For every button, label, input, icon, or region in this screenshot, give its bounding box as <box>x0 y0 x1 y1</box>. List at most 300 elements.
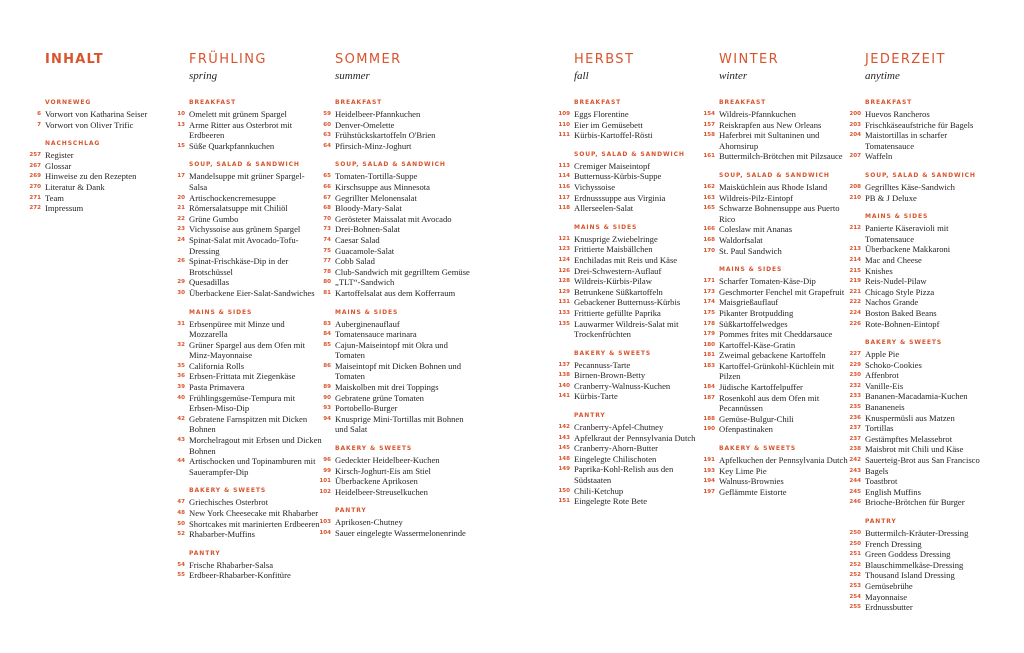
recipe-title: Süßkartoffelwedges <box>719 318 788 329</box>
toc-entry[interactable] <box>316 393 476 404</box>
toc-entry[interactable] <box>316 193 476 204</box>
section-label: BREAKFAST <box>719 99 767 106</box>
recipe-title: Apfelkuchen der Pennsylvania Dutch <box>719 455 848 466</box>
toc-entry[interactable] <box>555 319 705 340</box>
page-number: 89 <box>323 384 331 391</box>
toc-entry[interactable] <box>170 371 322 382</box>
recipe-title: Bloody-Mary-Salat <box>335 203 402 214</box>
toc-entry[interactable] <box>170 203 322 214</box>
page-number: 102 <box>319 488 331 495</box>
column-sections <box>555 99 705 507</box>
toc-entry[interactable] <box>846 151 996 162</box>
toc-entry[interactable] <box>846 391 996 402</box>
toc-entry[interactable] <box>555 381 705 392</box>
section-mains-sides <box>316 309 476 436</box>
toc-entry[interactable] <box>316 141 476 152</box>
page-number: 204 <box>849 132 861 139</box>
section-label: MAINS & SIDES <box>719 266 783 274</box>
recipe-title: Frische Rhabarber-Salsa <box>189 559 274 570</box>
toc-entry[interactable] <box>316 246 476 257</box>
recipe-title: Chicago Style Pizza <box>865 286 935 297</box>
page-number: 21 <box>177 205 185 212</box>
toc-entry[interactable] <box>846 528 996 539</box>
column-subtitle: spring <box>189 70 218 82</box>
toc-entry[interactable] <box>555 433 705 444</box>
toc-entry[interactable] <box>170 560 322 571</box>
section-label: MAINS & SIDES <box>189 308 253 316</box>
section-soup-salad-sandwich <box>846 172 996 203</box>
recipe-title: Süße Quarkpfannkuchen <box>189 140 275 151</box>
toc-entry[interactable] <box>700 276 850 287</box>
section-breakfast <box>700 99 850 162</box>
page-number: 178 <box>703 320 715 327</box>
page-number: 171 <box>703 278 715 285</box>
toc-entry[interactable] <box>316 288 476 299</box>
toc-entry[interactable] <box>316 361 476 382</box>
toc-entry[interactable] <box>846 109 996 120</box>
page-number: 66 <box>323 183 331 190</box>
recipe-title: Mac and Cheese <box>865 254 922 265</box>
recipe-title: Walnuss-Brownies <box>719 476 784 487</box>
toc-entry[interactable] <box>170 529 322 540</box>
toc-entry[interactable] <box>555 234 705 245</box>
page-number: 165 <box>703 205 715 212</box>
page-number: 29 <box>177 279 185 286</box>
toc-entry[interactable] <box>170 361 322 372</box>
toc-entry[interactable] <box>316 171 476 182</box>
toc-entry[interactable] <box>846 455 996 466</box>
toc-entry[interactable] <box>316 403 476 414</box>
recipe-title: Waldorfsalat <box>719 234 763 245</box>
toc-entry[interactable] <box>170 570 322 581</box>
toc-entry[interactable] <box>846 423 996 434</box>
page-number: 65 <box>323 173 331 180</box>
toc-entry[interactable] <box>846 130 996 151</box>
toc-entry[interactable] <box>170 214 322 225</box>
column-subtitle <box>26 70 156 83</box>
recipe-title: Vichyssoise <box>574 181 616 192</box>
toc-entry[interactable] <box>846 487 996 498</box>
section-bakery-sweets <box>555 350 705 402</box>
toc-entry[interactable] <box>700 487 850 498</box>
toc-entry[interactable] <box>846 444 996 455</box>
toc-entry[interactable] <box>700 130 850 151</box>
page-number: 55 <box>177 572 185 579</box>
section-label: BAKERY & SWEETS <box>719 445 797 453</box>
toc-entry[interactable] <box>846 182 996 193</box>
page-number: 193 <box>703 467 715 474</box>
toc-entry[interactable] <box>170 435 322 456</box>
page-number: 111 <box>558 132 570 139</box>
toc-entry[interactable] <box>846 297 996 308</box>
recipe-title: Artischocken und Topinamburen mit Sauerampfer-Dip <box>189 456 316 477</box>
toc-entry[interactable] <box>316 203 476 214</box>
toc-entry[interactable] <box>555 422 705 433</box>
toc-entry[interactable] <box>846 266 996 277</box>
page-number: 214 <box>849 256 861 263</box>
recipe-title: Apple Pie <box>865 349 900 360</box>
section-label: BREAKFAST <box>865 99 913 106</box>
recipe-title: Vanille-Eis <box>865 380 904 391</box>
toc-entry[interactable] <box>316 224 476 235</box>
recipe-title: Frischkäseaufstriche für Bagels <box>865 119 974 130</box>
toc-entry[interactable] <box>26 171 156 182</box>
toc-entry[interactable] <box>846 570 996 581</box>
toc-entry[interactable] <box>846 276 996 287</box>
toc-entry[interactable] <box>170 519 322 530</box>
section-pantry <box>316 507 476 538</box>
toc-entry[interactable] <box>846 287 996 298</box>
toc-entry[interactable] <box>316 487 476 498</box>
toc-entry[interactable] <box>316 340 476 361</box>
recipe-title: Reiskrapfen aus New Orleans <box>719 119 822 130</box>
toc-entry[interactable] <box>700 120 850 131</box>
recipe-title: Vorwort von Katharina Seiser <box>45 109 148 119</box>
toc-entry[interactable] <box>316 329 476 340</box>
recipe-title: Gemüsebrühe <box>865 580 913 591</box>
toc-entry[interactable] <box>846 592 996 603</box>
page-number: 78 <box>323 268 331 275</box>
page-number: 143 <box>558 434 570 441</box>
toc-entry[interactable] <box>316 267 476 278</box>
toc-entry[interactable] <box>26 109 156 120</box>
section-mains-sides <box>846 213 996 329</box>
toc-entry[interactable] <box>316 109 476 120</box>
toc-entry[interactable] <box>555 120 705 131</box>
page-number: 48 <box>177 510 185 516</box>
page-number: 50 <box>177 520 185 527</box>
page-number: 173 <box>703 288 715 295</box>
toc-entry[interactable] <box>316 382 476 393</box>
toc-entry[interactable] <box>846 349 996 360</box>
toc-entry[interactable] <box>846 319 996 330</box>
toc-entry[interactable] <box>170 256 322 277</box>
toc-entry[interactable] <box>170 508 322 519</box>
toc-entry[interactable] <box>170 497 322 508</box>
page-number: 250 <box>849 530 861 536</box>
recipe-title: Impressum <box>45 203 84 214</box>
toc-entry[interactable] <box>555 130 705 141</box>
toc-entry[interactable] <box>555 443 705 454</box>
toc-entry[interactable] <box>170 414 322 435</box>
recipe-title: Aprikosen-Chutney <box>335 517 403 528</box>
toc-entry[interactable] <box>555 360 705 371</box>
toc-entry[interactable] <box>316 455 476 466</box>
recipe-title: Huevos Rancheros <box>865 109 930 119</box>
recipe-title: Kartoffel-Grünkohl-Küchlein mit Pilzen <box>719 360 835 382</box>
toc-entry[interactable] <box>555 266 705 277</box>
toc-entry[interactable] <box>170 277 322 288</box>
page-number: 221 <box>849 288 861 295</box>
recipe-title: Erbsen-Frittata mit Ziegenkäse <box>189 371 296 382</box>
toc-entry[interactable] <box>846 581 996 592</box>
page-number: 44 <box>177 458 185 465</box>
toc-entry[interactable] <box>170 109 322 120</box>
toc-entry[interactable] <box>26 193 156 204</box>
recipe-title: Betrunkene Süßkartoffeln <box>574 286 663 297</box>
recipe-title: Caesar Salad <box>335 234 380 245</box>
page-number: 24 <box>177 236 185 243</box>
toc-entry[interactable] <box>316 414 476 435</box>
toc-entry[interactable] <box>846 120 996 131</box>
recipe-title: Reis-Nudel-Pilaw <box>865 276 927 287</box>
toc-entry[interactable] <box>555 287 705 298</box>
toc-entry[interactable] <box>555 370 705 381</box>
page-number: 84 <box>323 331 331 338</box>
toc-entry[interactable] <box>555 464 705 485</box>
toc-entry[interactable] <box>316 517 476 528</box>
toc-entry[interactable] <box>170 393 322 414</box>
toc-entry[interactable] <box>846 244 996 255</box>
page-number: 110 <box>558 121 570 128</box>
toc-entry[interactable] <box>26 203 156 214</box>
toc-entry[interactable] <box>700 382 850 393</box>
section-soup-salad-sandwich <box>170 161 322 298</box>
section-label: BAKERY & SWEETS <box>335 445 413 453</box>
toc-entry[interactable] <box>846 255 996 266</box>
section-label: MAINS & SIDES <box>335 308 399 316</box>
toc-entry[interactable] <box>700 455 850 466</box>
page-number: 272 <box>29 205 41 212</box>
toc-entry[interactable] <box>555 276 705 287</box>
recipe-title: Drei-Bohnen-Salat <box>335 224 400 235</box>
toc-entry[interactable] <box>700 246 850 257</box>
recipe-title: PB & J Deluxe <box>865 192 917 203</box>
toc-entry[interactable] <box>170 171 322 192</box>
toc-entry[interactable] <box>700 466 850 477</box>
toc-entry[interactable] <box>700 109 850 120</box>
page-number: 158 <box>703 132 715 139</box>
toc-entry[interactable] <box>316 182 476 193</box>
toc-entry[interactable] <box>700 203 850 224</box>
toc-entry[interactable] <box>700 329 850 340</box>
toc-entry[interactable] <box>846 602 996 613</box>
recipe-title: Birnen-Brown-Betty <box>574 370 646 381</box>
recipe-title: Gebratene grüne Tomaten <box>335 392 424 403</box>
page-number: 6 <box>37 111 41 117</box>
page-number: 224 <box>849 309 861 316</box>
page-number: 114 <box>558 173 570 180</box>
toc-entry[interactable] <box>170 340 322 361</box>
toc-entry[interactable] <box>846 223 996 244</box>
section-breakfast <box>846 99 996 162</box>
page-number: 188 <box>703 415 715 422</box>
toc-entry[interactable] <box>170 235 322 256</box>
toc-entry[interactable] <box>170 319 322 340</box>
recipe-title: Überbackene Aprikosen <box>335 476 418 487</box>
recipe-title: Spinat-Frischkäse-Dip in der Brotschüssel <box>189 256 289 277</box>
page-number: 191 <box>703 457 715 464</box>
toc-entry[interactable] <box>316 277 476 288</box>
page-number: 226 <box>849 320 861 327</box>
toc-entry[interactable] <box>700 350 850 361</box>
toc-entry[interactable] <box>846 193 996 204</box>
toc-entry[interactable] <box>700 224 850 235</box>
toc-entry[interactable] <box>846 497 996 508</box>
page-number: 54 <box>177 561 185 568</box>
toc-entry[interactable] <box>316 130 476 141</box>
toc-entry[interactable] <box>26 150 156 161</box>
toc-entry[interactable] <box>316 466 476 477</box>
toc-entry[interactable] <box>555 161 705 172</box>
toc-entry[interactable] <box>170 120 322 141</box>
toc-entry[interactable] <box>846 539 996 550</box>
toc-entry[interactable] <box>846 560 996 571</box>
recipe-title: Rhabarber-Muffins <box>189 529 256 540</box>
toc-entry[interactable] <box>170 224 322 235</box>
toc-entry[interactable] <box>846 402 996 413</box>
page-number: 60 <box>323 121 331 128</box>
page-number: 113 <box>558 162 570 169</box>
recipe-title: Geschmorter Fenchel mit Grapefruit <box>719 286 845 297</box>
toc-entry[interactable] <box>846 360 996 371</box>
page-number: 233 <box>849 393 861 400</box>
toc-entry[interactable] <box>316 235 476 246</box>
recipe-title: Toastbrot <box>865 476 898 487</box>
toc-entry[interactable] <box>700 235 850 246</box>
page-number: 31 <box>177 320 185 327</box>
column-winter <box>700 52 850 507</box>
toc-entry[interactable] <box>846 476 996 487</box>
toc-entry[interactable] <box>700 287 850 298</box>
toc-entry[interactable] <box>700 476 850 487</box>
toc-entry[interactable] <box>170 288 322 299</box>
page-number: 123 <box>558 246 570 253</box>
page-number: 222 <box>849 299 861 306</box>
section-breakfast <box>316 99 476 151</box>
toc-entry[interactable] <box>555 308 705 319</box>
page-number: 253 <box>849 582 861 589</box>
toc-entry[interactable] <box>555 193 705 204</box>
toc-entry[interactable] <box>846 381 996 392</box>
column-subtitle: summer <box>335 70 370 82</box>
toc-entry[interactable] <box>846 308 996 319</box>
recipe-title: Pecannuss-Tarte <box>574 359 631 370</box>
toc-entry[interactable] <box>170 141 322 152</box>
toc-entry[interactable] <box>555 454 705 465</box>
toc-entry[interactable] <box>170 193 322 204</box>
toc-entry[interactable] <box>700 182 850 193</box>
section-label: MAINS & SIDES <box>865 213 929 221</box>
toc-entry[interactable] <box>555 203 705 214</box>
page-number: 236 <box>849 414 861 421</box>
toc-entry[interactable] <box>555 255 705 266</box>
page-number: 26 <box>177 258 185 265</box>
recipe-title: Gebratene Farnspitzen mit Dicken Bohnen <box>189 413 308 435</box>
toc-entry[interactable] <box>700 361 850 382</box>
recipe-title: Boston Baked Beans <box>865 307 937 318</box>
page-number: 104 <box>319 530 331 536</box>
section-label: SOUP, SALAD & SANDWICH <box>335 161 446 169</box>
recipe-title: Coleslaw mit Ananas <box>719 224 793 235</box>
recipe-title: Römersalatsuppe mit Chiliöl <box>189 203 288 214</box>
page-number: 85 <box>323 341 331 348</box>
toc-entry[interactable] <box>846 434 996 445</box>
toc-entry[interactable] <box>846 549 996 560</box>
toc-entry[interactable] <box>555 391 705 402</box>
toc-entry[interactable] <box>170 382 322 393</box>
toc-entry[interactable] <box>555 244 705 255</box>
toc-entry[interactable] <box>700 424 850 435</box>
toc-entry[interactable] <box>700 193 850 204</box>
page-number: 161 <box>703 153 715 160</box>
toc-entry[interactable] <box>846 413 996 424</box>
toc-entry[interactable] <box>26 182 156 193</box>
page-number: 257 <box>29 152 41 159</box>
toc-entry[interactable] <box>700 297 850 308</box>
recipe-title: St. Paul Sandwich <box>719 245 782 256</box>
toc-entry[interactable] <box>555 171 705 182</box>
page-number: 40 <box>177 394 185 401</box>
toc-entry[interactable] <box>700 393 850 414</box>
page-number: 200 <box>849 111 861 117</box>
toc-entry[interactable] <box>316 214 476 225</box>
page-number: 17 <box>177 173 185 180</box>
page-number: 93 <box>323 405 331 412</box>
toc-entry[interactable] <box>316 120 476 131</box>
toc-entry[interactable] <box>555 109 705 120</box>
toc-entry[interactable] <box>700 151 850 162</box>
toc-entry[interactable] <box>170 456 322 477</box>
toc-entry[interactable] <box>700 340 850 351</box>
page-number: 219 <box>849 278 861 285</box>
recipe-title: Bananen-Macadamia-Kuchen <box>865 391 968 402</box>
toc-entry[interactable] <box>846 466 996 477</box>
recipe-title: Arme Ritter aus Osterbrot mit Erdbeeren <box>189 119 293 141</box>
toc-entry[interactable] <box>700 308 850 319</box>
page-number: 126 <box>558 267 570 274</box>
recipe-title: Cranberry-Apfel-Chutney <box>574 422 664 433</box>
page-number: 168 <box>703 236 715 243</box>
toc-entry[interactable] <box>316 528 476 539</box>
toc-entry[interactable] <box>316 319 476 330</box>
column-sections <box>170 99 322 581</box>
column-subtitle: fall <box>574 70 589 82</box>
recipe-title: Knusprige Zwiebelringe <box>574 233 658 244</box>
page-number: 157 <box>703 121 715 128</box>
toc-entry[interactable] <box>316 256 476 267</box>
toc-entry[interactable] <box>316 476 476 487</box>
page-number: 7 <box>37 121 41 128</box>
page-number: 59 <box>323 111 331 117</box>
page-number: 184 <box>703 384 715 391</box>
recipe-title: Maiseintopf mit Dicken Bohnen und Tomaten <box>335 360 462 382</box>
page-number: 75 <box>323 247 331 254</box>
toc-entry[interactable] <box>555 486 705 497</box>
recipe-title: Denver-Omelette <box>335 119 395 130</box>
recipe-title: Pasta Primavera <box>189 382 245 393</box>
toc-entry[interactable] <box>555 496 705 507</box>
toc-entry[interactable] <box>555 182 705 193</box>
recipe-title: Heidelbeer-Streuselkuchen <box>335 486 428 497</box>
page-number: 15 <box>177 142 185 149</box>
page-number: 252 <box>849 561 861 568</box>
section-label: BAKERY & SWEETS <box>574 349 652 357</box>
recipe-title: Maisküchlein aus Rhode Island <box>719 181 828 192</box>
toc-entry[interactable] <box>26 161 156 172</box>
recipe-title: Cremiger Maiseintopf <box>574 160 651 171</box>
recipe-title: Vorwort von Oliver Trific <box>45 119 134 130</box>
toc-entry[interactable] <box>26 120 156 131</box>
toc-entry[interactable] <box>700 414 850 425</box>
section-mains-sides <box>700 266 850 435</box>
toc-entry[interactable] <box>555 297 705 308</box>
section-label: PANTRY <box>865 518 897 525</box>
section-label: SOUP, SALAD & SANDWICH <box>574 150 685 158</box>
toc-entry[interactable] <box>846 370 996 381</box>
recipe-title: Club-Sandwich mit gegrilltem Gemüse <box>335 266 470 277</box>
toc-entry[interactable] <box>700 319 850 330</box>
